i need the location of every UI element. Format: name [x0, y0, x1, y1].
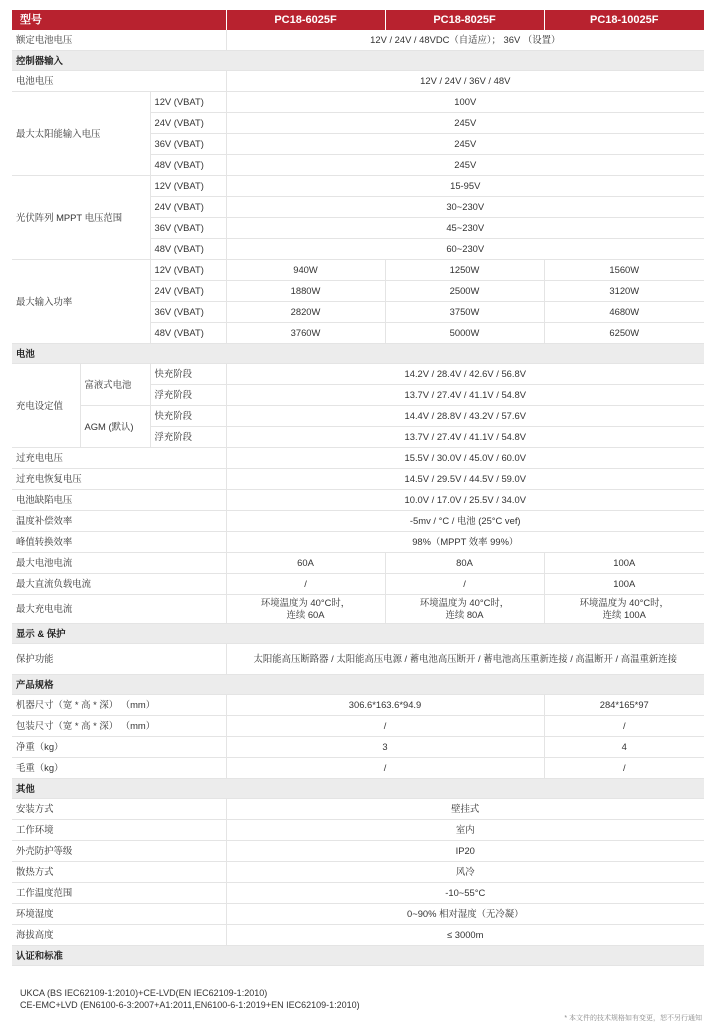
row-label: 温度补偿效率	[12, 511, 226, 532]
battery-type-label: 富液式电池	[80, 364, 150, 406]
value-line: 连续 100A	[602, 609, 646, 620]
table-row	[12, 595, 704, 624]
row-value: 245V	[226, 155, 704, 176]
value-model-3: 6250W	[544, 323, 704, 344]
row-value: 太阳能高压断路器 / 太阳能高压电源 / 蓄电池高压断开 / 蓄电池高压重新连接 / 高温断开 / 高温重新连接	[226, 644, 704, 675]
row-value: 30~230V	[226, 197, 704, 218]
sub-label: 48V (VBAT)	[150, 239, 226, 260]
value-model-2: 1250W	[385, 260, 544, 281]
cert-line: UKCA (BS IEC62109-1:2010)+CE-LVD(EN IEC62109-1:2010)	[20, 988, 268, 998]
row-value: 12V / 24V / 48VDC（自适应）； 36V （设置）	[226, 30, 704, 51]
table-row	[12, 406, 704, 427]
row-label: 电池电压	[12, 71, 226, 92]
row-value: 壁挂式	[226, 799, 704, 820]
certification-notes	[20, 987, 360, 1011]
value-line: 环境温度为 40°C时，	[579, 597, 669, 608]
row-value: 45~230V	[226, 218, 704, 239]
table-row	[12, 532, 704, 553]
value-model-2: /	[385, 574, 544, 595]
table-row	[12, 448, 704, 469]
row-value: 245V	[226, 134, 704, 155]
table-row	[12, 469, 704, 490]
sub-label: 36V (VBAT)	[150, 218, 226, 239]
sub-label: 24V (VBAT)	[150, 281, 226, 302]
row-value: 0~90% 相对湿度（无冷凝）	[226, 904, 704, 925]
model-3: PC18-10025F	[544, 10, 704, 30]
value-model-2: 80A	[385, 553, 544, 574]
row-value: 14.5V / 29.5V / 44.5V / 59.0V	[226, 469, 704, 490]
table-row	[12, 30, 704, 51]
table-row	[12, 92, 704, 113]
sub-label: 36V (VBAT)	[150, 302, 226, 323]
value-model-1: 1880W	[226, 281, 385, 302]
row-label: 最大电池电流	[12, 553, 226, 574]
value-model-3: 1560W	[544, 260, 704, 281]
value-model-2: 3750W	[385, 302, 544, 323]
table-row	[12, 758, 704, 779]
value-model-3: 3120W	[544, 281, 704, 302]
table-row	[12, 490, 704, 511]
row-value: 14.2V / 28.4V / 42.6V / 56.8V	[226, 364, 704, 385]
table-row	[12, 176, 704, 197]
cert-line: CE-EMC+LVD (EN6100-6-3:2007+A1:2011,EN6100-6-1:2019+EN IEC62109-1:2010)	[20, 1000, 360, 1010]
value-model-3: 4680W	[544, 302, 704, 323]
table-row	[12, 737, 704, 758]
row-value: -5mv / °C / 电池 (25°C vef)	[226, 511, 704, 532]
group-label: 光伏阵列 MPPT 电压范围	[12, 176, 150, 260]
row-label: 净重（kg）	[12, 737, 226, 758]
section-header: 认证和标准	[12, 946, 704, 966]
table-row	[12, 644, 704, 675]
section-header: 显示 & 保护	[12, 624, 704, 644]
row-label: 工作环境	[12, 820, 226, 841]
table-row	[12, 695, 704, 716]
value-model-2: 5000W	[385, 323, 544, 344]
row-label: 电池缺陷电压	[12, 490, 226, 511]
row-value: 15-95V	[226, 176, 704, 197]
section-header: 控制器输入	[12, 51, 704, 71]
value-models-1-2: /	[226, 758, 544, 779]
row-label: 包装尺寸（宽 * 高 * 深） （mm）	[12, 716, 226, 737]
table-row	[12, 364, 704, 385]
value-model-2	[385, 595, 544, 624]
row-label: 环境湿度	[12, 904, 226, 925]
value-line: 环境温度为 40°C时，	[260, 597, 351, 608]
section-header: 产品规格	[12, 675, 704, 695]
table-row	[12, 841, 704, 862]
stage-label: 快充阶段	[150, 406, 226, 427]
row-value: ≤ 3000m	[226, 925, 704, 946]
row-value: 245V	[226, 113, 704, 134]
sub-label: 48V (VBAT)	[150, 323, 226, 344]
group-label: 最大太阳能输入电压	[12, 92, 150, 176]
row-value: 13.7V / 27.4V / 41.1V / 54.8V	[226, 385, 704, 406]
row-label: 毛重（kg）	[12, 758, 226, 779]
table-row	[12, 260, 704, 281]
row-label: 峰值转换效率	[12, 532, 226, 553]
value-model-3: 100A	[544, 553, 704, 574]
row-label: 外壳防护等级	[12, 841, 226, 862]
stage-label: 快充阶段	[150, 364, 226, 385]
table-row	[12, 925, 704, 946]
sub-label: 12V (VBAT)	[150, 260, 226, 281]
section-header: 电池	[12, 344, 704, 364]
model-1: PC18-6025F	[226, 10, 385, 30]
row-label: 过充电恢复电压	[12, 469, 226, 490]
value-model-1: 60A	[226, 553, 385, 574]
table-row	[12, 71, 704, 92]
table-row	[12, 716, 704, 737]
sub-label: 12V (VBAT)	[150, 92, 226, 113]
row-value: 15.5V / 30.0V / 45.0V / 60.0V	[226, 448, 704, 469]
table-row	[12, 553, 704, 574]
table-row	[12, 883, 704, 904]
table-row	[12, 904, 704, 925]
value-model-3: /	[544, 758, 704, 779]
stage-label: 浮充阶段	[150, 385, 226, 406]
value-model-1: 3760W	[226, 323, 385, 344]
table-row	[12, 862, 704, 883]
table-row	[12, 574, 704, 595]
row-label: 安装方式	[12, 799, 226, 820]
footnote: * 本文件的技术规格如有变更，恕不另行通知	[564, 1015, 702, 1022]
model-label: 型号	[12, 10, 226, 30]
row-label: 机器尺寸（宽 * 高 * 深） （mm）	[12, 695, 226, 716]
value-model-1: 2820W	[226, 302, 385, 323]
row-label: 工作温度范围	[12, 883, 226, 904]
table-row	[12, 799, 704, 820]
section-header: 其他	[12, 779, 704, 799]
value-model-2: 2500W	[385, 281, 544, 302]
row-value: 100V	[226, 92, 704, 113]
row-value: 60~230V	[226, 239, 704, 260]
row-value: 10.0V / 17.0V / 25.5V / 34.0V	[226, 490, 704, 511]
battery-type-label: AGM (默认)	[80, 406, 150, 448]
value-model-3: 284*165*97	[544, 695, 704, 716]
row-label: 额定电池电压	[12, 30, 226, 51]
table-row	[12, 511, 704, 532]
value-model-3: 100A	[544, 574, 704, 595]
row-label: 最大直流负载电流	[12, 574, 226, 595]
row-label: 保护功能	[12, 644, 226, 675]
value-model-1	[226, 595, 385, 624]
sub-label: 24V (VBAT)	[150, 113, 226, 134]
row-value: 风冷	[226, 862, 704, 883]
row-value: IP20	[226, 841, 704, 862]
row-value: -10~55°C	[226, 883, 704, 904]
value-line: 连续 60A	[286, 609, 325, 620]
row-value: 12V / 24V / 36V / 48V	[226, 71, 704, 92]
value-line: 连续 80A	[445, 609, 484, 620]
value-model-3: /	[544, 716, 704, 737]
spec-table	[12, 10, 704, 966]
value-model-3	[544, 595, 704, 624]
group-label: 最大输入功率	[12, 260, 150, 344]
value-line: 环境温度为 40°C时，	[419, 597, 510, 608]
value-model-1: 940W	[226, 260, 385, 281]
table-header	[12, 10, 704, 30]
value-models-1-2: 306.6*163.6*94.9	[226, 695, 544, 716]
row-label: 最大充电电流	[12, 595, 226, 624]
stage-label: 浮充阶段	[150, 427, 226, 448]
value-model-3: 4	[544, 737, 704, 758]
value-models-1-2: 3	[226, 737, 544, 758]
sub-label: 48V (VBAT)	[150, 155, 226, 176]
model-2: PC18-8025F	[385, 10, 544, 30]
table-row	[12, 820, 704, 841]
row-value: 13.7V / 27.4V / 41.1V / 54.8V	[226, 427, 704, 448]
sub-label: 24V (VBAT)	[150, 197, 226, 218]
row-value: 室内	[226, 820, 704, 841]
value-models-1-2: /	[226, 716, 544, 737]
row-value: 98%（MPPT 效率 99%）	[226, 532, 704, 553]
row-value: 14.4V / 28.8V / 43.2V / 57.6V	[226, 406, 704, 427]
row-label: 散热方式	[12, 862, 226, 883]
sub-label: 36V (VBAT)	[150, 134, 226, 155]
sub-label: 12V (VBAT)	[150, 176, 226, 197]
group-label: 充电设定值	[12, 364, 80, 448]
row-label: 海拔高度	[12, 925, 226, 946]
value-model-1: /	[226, 574, 385, 595]
row-label: 过充电电压	[12, 448, 226, 469]
